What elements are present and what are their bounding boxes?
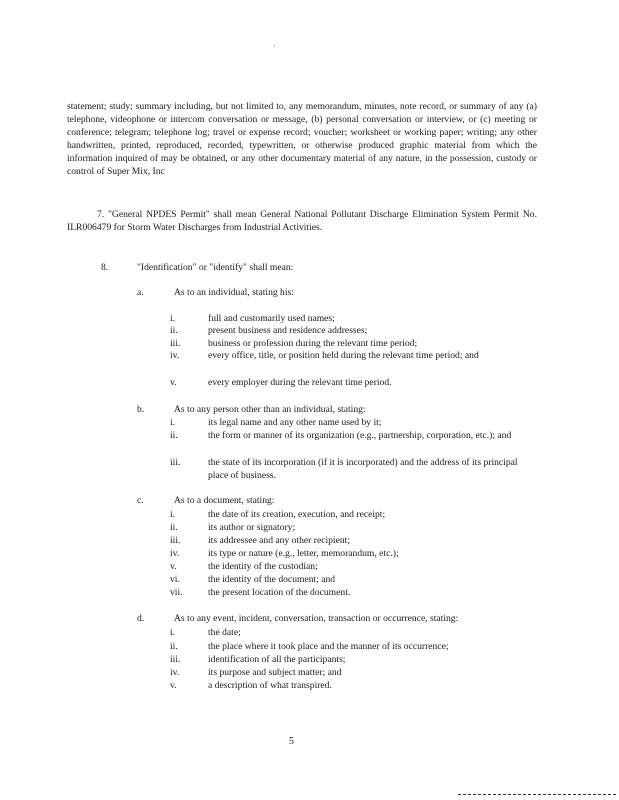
item-numeral: i. [170, 417, 176, 428]
section-8-heading: "Identification" or "identify" shall mean: [137, 262, 294, 273]
subsection-intro: As to an individual, stating his: [174, 287, 294, 298]
item-numeral: ii. [170, 522, 178, 533]
item-numeral: iii. [170, 654, 181, 665]
item-text: business or profession during the relevant time period; [208, 338, 418, 349]
subsection-letter: d. [137, 613, 145, 624]
item-numeral: iii. [170, 535, 181, 546]
item-numeral: vii. [170, 587, 183, 598]
definition-continuation-paragraph: statement; study; summary including, but not limited to, any memorandum, minutes, note record, or summary of any (a) telephone, videophone or intercom conversation or message, (b) personal conversation or interview, or (c) meeting or conference; telegram; telephone log; travel or expense record; voucher; worksheet or working paper; writing; any other handwritten, printed, reproduced, recorded, typewritten, or otherwise produced graphic material from which the information inquired of may be obtained, or any other documentary material of any nature, in the possession, custody or control of Super Mix, Inc [67, 101, 537, 177]
definition-7-paragraph: 7. "General NPDES Permit" shall mean General National Pollutant Discharge Elimination System Permit No. ILR006479 for Storm Water Discharges from Industrial Activities. [67, 209, 537, 233]
item-text: its type or nature (e.g., letter, memorandum, etc.); [208, 548, 399, 559]
item-text: the identity of the document; and [208, 574, 336, 585]
subsection-intro: As to any person other than an individual, stating: [174, 404, 366, 415]
item-text: the state of its incorporation (if it is incorporated) and the address of its principal place of business. [208, 457, 518, 481]
item-text: the identity of the custodian; [208, 561, 318, 572]
item-text: its addressee and any other recipient; [208, 535, 350, 546]
item-text: a description of what transpired. [208, 680, 332, 691]
item-text: its author or signatory; [208, 522, 296, 533]
item-text: its purpose and subject matter; and [208, 667, 342, 678]
item-text: the date of its creation, execution, and receipt; [208, 509, 386, 520]
item-numeral: ii. [170, 325, 178, 336]
item-numeral: ii. [170, 641, 178, 652]
item-text: every employer during the relevant time period. [208, 377, 392, 388]
item-text: full and customarily used names; [208, 313, 335, 324]
item-text: its legal name and any other name used by it; [208, 417, 382, 428]
item-numeral: iii. [170, 338, 181, 349]
item-numeral: v. [170, 377, 177, 388]
subsection-letter: b. [137, 404, 145, 415]
top-mark: ' [274, 44, 276, 52]
page-number: 5 [289, 736, 294, 747]
item-numeral: i. [170, 627, 176, 638]
item-numeral: iv. [170, 548, 180, 559]
item-text: the place where it took place and the manner of its occurrence; [208, 641, 449, 652]
subsection-letter: c. [137, 495, 144, 506]
section-8-number: 8. [101, 262, 109, 273]
subsection-intro: As to any event, incident, conversation, transaction or occurrence, stating: [174, 613, 459, 624]
subsection-letter: a. [137, 287, 144, 298]
subsection-intro: As to a document, stating: [174, 495, 275, 506]
footer-rule [458, 794, 616, 795]
item-text: present business and residence addresses; [208, 325, 368, 336]
item-numeral: iii. [170, 457, 181, 468]
item-numeral: i. [170, 313, 176, 324]
item-numeral: vi. [170, 574, 180, 585]
item-text: the form or manner of its organization (e.g., partnership, corporation, etc.); and [208, 430, 512, 441]
item-numeral: iv. [170, 667, 180, 678]
item-numeral: ii. [170, 430, 178, 441]
item-text: identification of all the participants; [208, 654, 346, 665]
item-text: every office, title, or position held during the relevant time period; and [208, 350, 479, 361]
item-text: the present location of the document. [208, 587, 351, 598]
item-numeral: i. [170, 509, 176, 520]
item-numeral: iv. [170, 350, 180, 361]
item-text: the date; [208, 627, 241, 638]
item-numeral: v. [170, 561, 177, 572]
item-numeral: v. [170, 680, 177, 691]
